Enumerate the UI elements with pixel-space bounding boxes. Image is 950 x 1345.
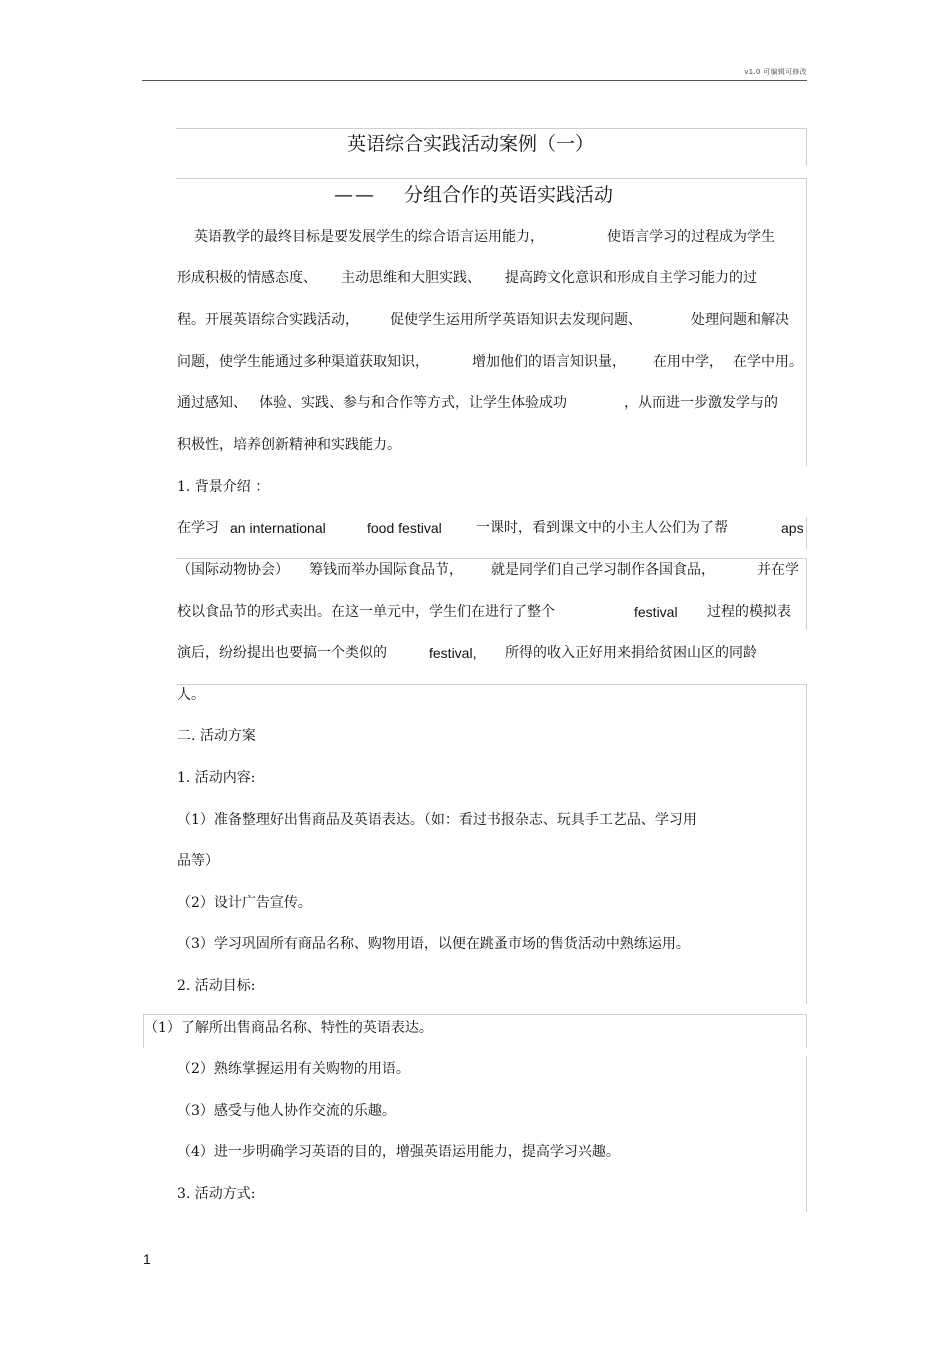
header-version-note: v1.0 可编辑可修改 — [744, 68, 807, 76]
subsection-heading: 3. 活动方式: — [177, 1186, 256, 1202]
content-item: （3）学习巩固所有商品名称、购物用语，以便在跳蚤市场的售货活动中熟练运用。 — [177, 936, 690, 952]
background-line: 就是同学们自己学习制作各国食品， — [491, 562, 715, 578]
frame-line — [143, 1014, 807, 1015]
content-item: （1）准备整理好出售商品及英语表达。（如：看过书报杂志、玩具手工艺品、学习用 — [177, 812, 697, 828]
frame-line — [806, 517, 807, 549]
background-line: 在学习 — [177, 520, 219, 536]
intro-line: 程。开展英语综合实践活动， — [177, 312, 359, 328]
intro-line: 促使学生运用所学英语知识去发现问题、 — [390, 312, 642, 328]
frame-line — [176, 558, 807, 559]
frame-line — [806, 1056, 807, 1212]
intro-line: 体验、实践、参与和合作等方式，让学生体验成功 — [259, 395, 567, 411]
subtitle-dash: —— — [334, 184, 376, 206]
subtitle-text: 分组合作的英语实践活动 — [404, 184, 614, 206]
intro-line: 处理问题和解决 — [691, 312, 789, 328]
goal-item: （2）熟练掌握运用有关购物的用语。 — [177, 1061, 410, 1077]
background-line: 校以食品节的形式卖出。在这一单元中，学生们在进行了整个 — [177, 604, 555, 620]
section-heading: 二. 活动方案 — [177, 728, 256, 744]
document-title: 英语综合实践活动案例（一） — [347, 133, 595, 155]
intro-line: 在学中用。 — [733, 354, 803, 370]
goal-item: （3）感受与他人协作交流的乐趣。 — [177, 1103, 396, 1119]
content-item: （2）设计广告宣传。 — [177, 895, 312, 911]
document-subtitle — [334, 180, 613, 207]
intro-line: 英语教学的最终目标是要发展学生的综合语言运用能力， — [194, 229, 544, 245]
background-line: festival, — [429, 645, 477, 661]
intro-line: 使语言学习的过程成为学生 — [607, 229, 775, 245]
subsection-heading: 2. 活动目标: — [177, 978, 256, 994]
background-line: festival — [634, 604, 678, 620]
background-line: （国际动物协会） — [177, 562, 289, 578]
frame-line — [176, 178, 807, 179]
frame-line — [806, 558, 807, 630]
intro-line: ，从而进一步激发学与的 — [624, 395, 778, 411]
background-line: 所得的收入正好用来捐给贫困山区的同龄 — [505, 645, 757, 661]
background-line: 人。 — [177, 687, 205, 703]
frame-line — [806, 1014, 807, 1048]
intro-line: 在用中学， — [653, 354, 723, 370]
intro-line: 主动思维和大胆实践、 — [341, 270, 481, 286]
background-line: 并在学 — [757, 562, 799, 578]
frame-line — [176, 684, 807, 685]
intro-line: 形成积极的情感态度、 — [177, 270, 317, 286]
section-heading: 1. 背景介绍 ： — [177, 479, 270, 495]
goal-item: （1）了解所出售商品名称、特性的英语表达。 — [144, 1020, 433, 1036]
intro-line: 通过感知、 — [177, 395, 247, 411]
header-rule — [142, 80, 807, 81]
background-line: 一课时，看到课文中的小主人公们为了帮 — [476, 520, 728, 536]
intro-line: 提高跨文化意识和形成自主学习能力的过 — [505, 270, 757, 286]
subsection-heading: 1. 活动内容: — [177, 770, 256, 786]
frame-line — [806, 684, 807, 1004]
background-line: 筹钱而举办国际食品节， — [309, 562, 463, 578]
background-line: aps — [781, 520, 804, 536]
background-line: food festival — [367, 520, 442, 536]
intro-line: 积极性，培养创新精神和实践能力。 — [177, 437, 401, 453]
background-line: 演后，纷纷提出也要搞一个类似的 — [177, 645, 387, 661]
background-line: an international — [230, 520, 326, 536]
intro-line: 问题，使学生能通过多种渠道获取知识， — [177, 354, 429, 370]
frame-line — [806, 128, 807, 166]
goal-item: （4）进一步明确学习英语的目的，增强英语运用能力，提高学习兴趣。 — [177, 1144, 620, 1160]
background-line: 过程的模拟表 — [707, 604, 791, 620]
page-number: 1 — [143, 1251, 151, 1267]
content-item: 品等） — [177, 853, 219, 869]
intro-line: 增加他们的语言知识量， — [472, 354, 626, 370]
frame-line — [806, 178, 807, 466]
